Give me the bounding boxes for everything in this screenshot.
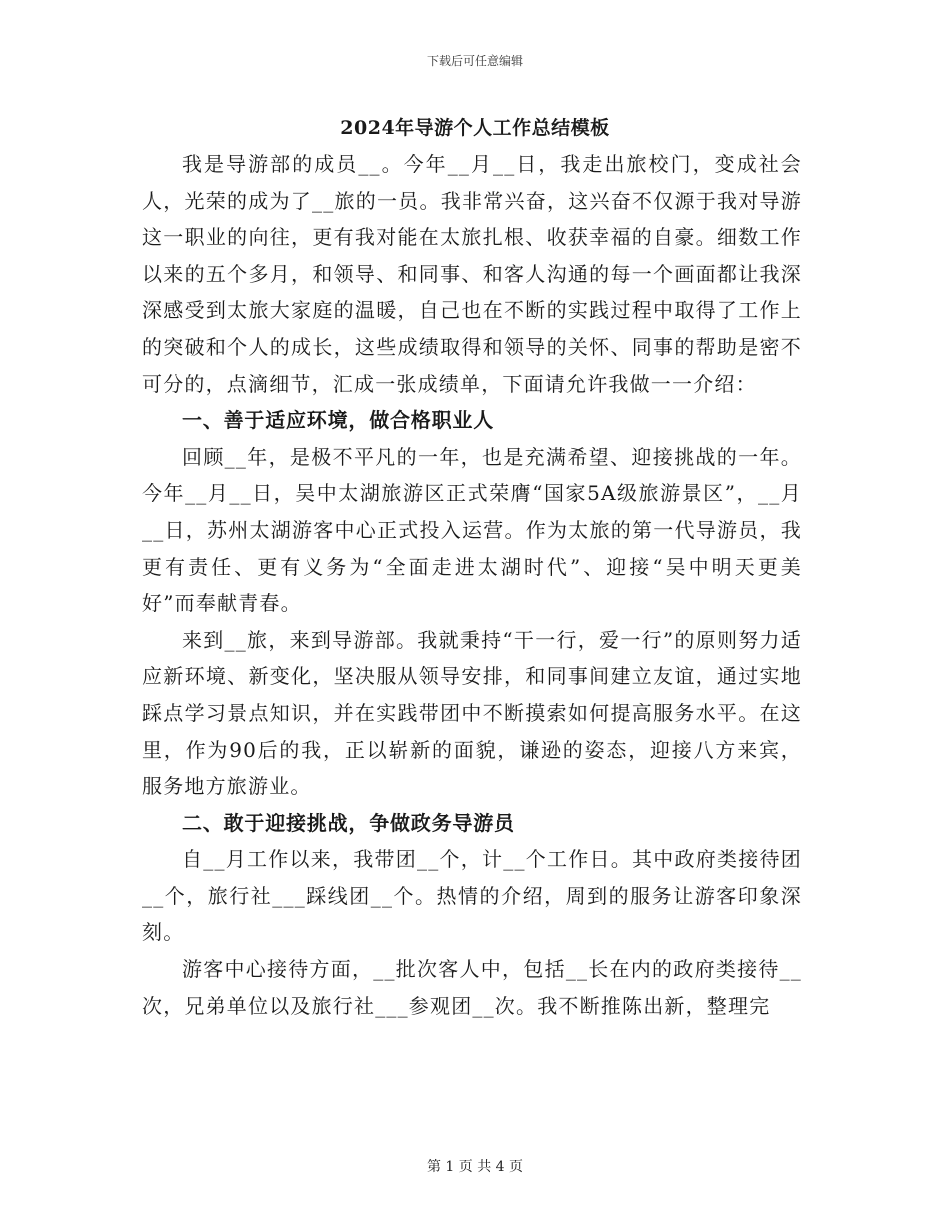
paragraph-review: 回顾__年，是极不平凡的一年，也是充满希望、迎接挑战的一年。今年__月__日，吴中太湖旅游区正式荣膺“国家5A级旅游景区”，__月__日，苏州太湖游客中心正式投入运营。作为太旅的第一代导游员，我更有责任、更有义务为“全面走进太湖时代”、迎接“吴中明天更美好”而奉献青春。 — [142, 444, 802, 616]
document-body — [142, 146, 802, 1024]
paragraph-visitor-center: 游客中心接待方面，__批次客人中，包括__长在内的政府类接待__次，兄弟单位以及旅行社___参观团__次。我不断推陈出新，整理完 — [142, 957, 802, 1018]
paragraph-intro: 我是导游部的成员__。今年__月__日，我走出旅校门，变成社会人，光荣的成为了__旅的一员。我非常兴奋，这兴奋不仅源于我对导游这一职业的向往，更有我对能在太旅扎根、收获幸福的自豪。细数工作以来的五个多月，和领导、和同事、和客人沟通的每一个画面都让我深深感受到太旅大家庭的温暖，自己也在不断的实践过程中取得了工作上的突破和个人的成长，这些成绩取得和领导的关怀、同事的帮助是密不可分的，点滴细节，汇成一张成绩单，下面请允许我做一一介绍： — [142, 152, 802, 396]
paragraph-adaptation: 来到__旅，来到导游部。我就秉持“干一行，爱一行”的原则努力适应新环境、新变化，坚决服从领导安排，和同事间建立友谊，通过实地踩点学习景点知识，并在实践带团中不断摸索如何提高服务水平。在这里，作为90后的我，正以崭新的面貌，谦逊的姿态，迎接八方来宾，服务地方旅游业。 — [142, 627, 802, 799]
section-heading-2: 二、敢于迎接挑战，争做政务导游员 — [182, 810, 515, 835]
page-number-footer: 第 1 页 共 4 页 — [426, 1159, 524, 1175]
document-title: 2024年导游个人工作总结模板 — [340, 117, 610, 139]
page-header-note: 下载后可任意编辑 — [426, 54, 523, 68]
paragraph-tour-stats: 自__月工作以来，我带团__个，计__个工作日。其中政府类接待团__个，旅行社___踩线团__个。热情的介绍，周到的服务让游客印象深刻。 — [142, 847, 802, 945]
section-heading-1: 一、善于适应环境，做合格职业人 — [182, 408, 494, 433]
